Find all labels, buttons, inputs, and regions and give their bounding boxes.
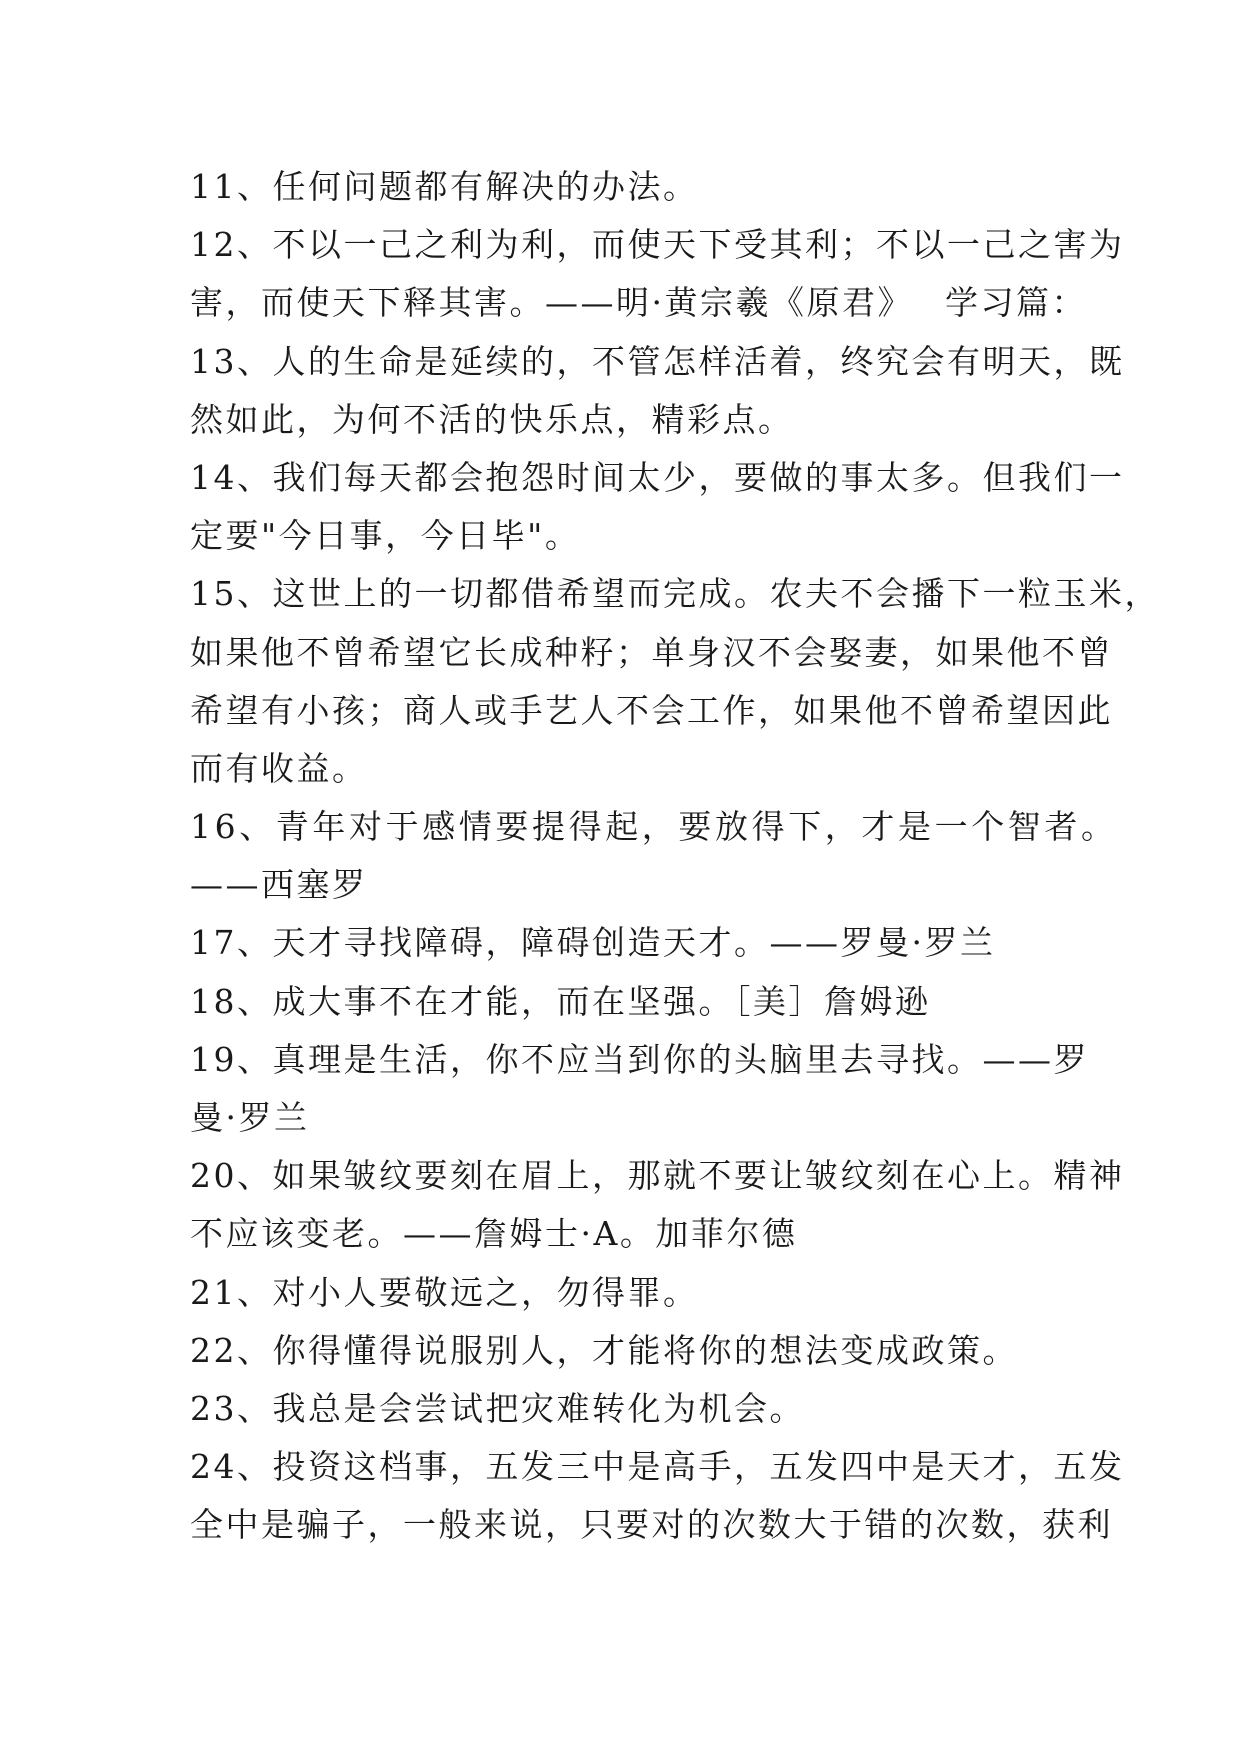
text-line: 22、你得懂得说服别人，才能将你的想法变成政策。 <box>190 1330 1018 1370</box>
text-line: 24、投资这档事，五发三中是高手，五发四中是天才，五发 <box>190 1447 1125 1487</box>
text-line: 害，而使天下释其害。——明·黄宗羲《原君》 学习篇： <box>190 283 1087 323</box>
text-line: 23、我总是会尝试把灾难转化为机会。 <box>190 1388 805 1428</box>
text-line: 而有收益。 <box>190 748 368 788</box>
document-body <box>190 158 1160 1555</box>
text-line: 然如此，为何不活的快乐点，精彩点。 <box>190 399 794 439</box>
text-line: 不应该变老。——詹姆士·A。加菲尔德 <box>190 1214 798 1254</box>
text-line: 曼·罗兰 <box>190 1098 310 1137</box>
text-line: 如果他不曾希望它长成种籽；单身汉不会娶妻，如果他不曾 <box>190 632 1113 672</box>
text-line: 11、任何问题都有解决的办法。 <box>190 167 699 206</box>
text-line: 定要"今日事，今日毕"。 <box>190 516 581 556</box>
text-line: 16、青年对于感情要提得起，要放得下，才是一个智者。 <box>190 807 1118 847</box>
text-line: 21、对小人要敬远之，勿得罪。 <box>190 1272 699 1312</box>
text-line: 14、我们每天都会抱怨时间太少，要做的事太多。但我们一 <box>190 457 1125 497</box>
text-line: 18、成大事不在才能，而在坚强。［美］詹姆逊 <box>190 981 931 1021</box>
text-line: ——西塞罗 <box>190 865 368 905</box>
text-line: 15、这世上的一切都借希望而完成。农夫不会播下一粒玉米， <box>190 574 1160 614</box>
text-line: 12、不以一己之利为利，而使天下受其利；不以一己之害为 <box>190 225 1125 265</box>
text-line: 17、天才寻找障碍，障碍创造天才。——罗曼·罗兰 <box>190 923 996 963</box>
text-line: 13、人的生命是延续的，不管怎样活着，终究会有明天，既 <box>190 341 1125 381</box>
text-line: 19、真理是生活，你不应当到你的头脑里去寻找。——罗 <box>190 1039 1089 1079</box>
text-line: 希望有小孩；商人或手艺人不会工作，如果他不曾希望因此 <box>190 690 1113 730</box>
text-line: 20、如果皱纹要刻在眉上，那就不要让皱纹刻在心上。精神 <box>190 1156 1125 1196</box>
text-line: 全中是骗子，一般来说，只要对的次数大于错的次数，获利 <box>190 1505 1113 1545</box>
